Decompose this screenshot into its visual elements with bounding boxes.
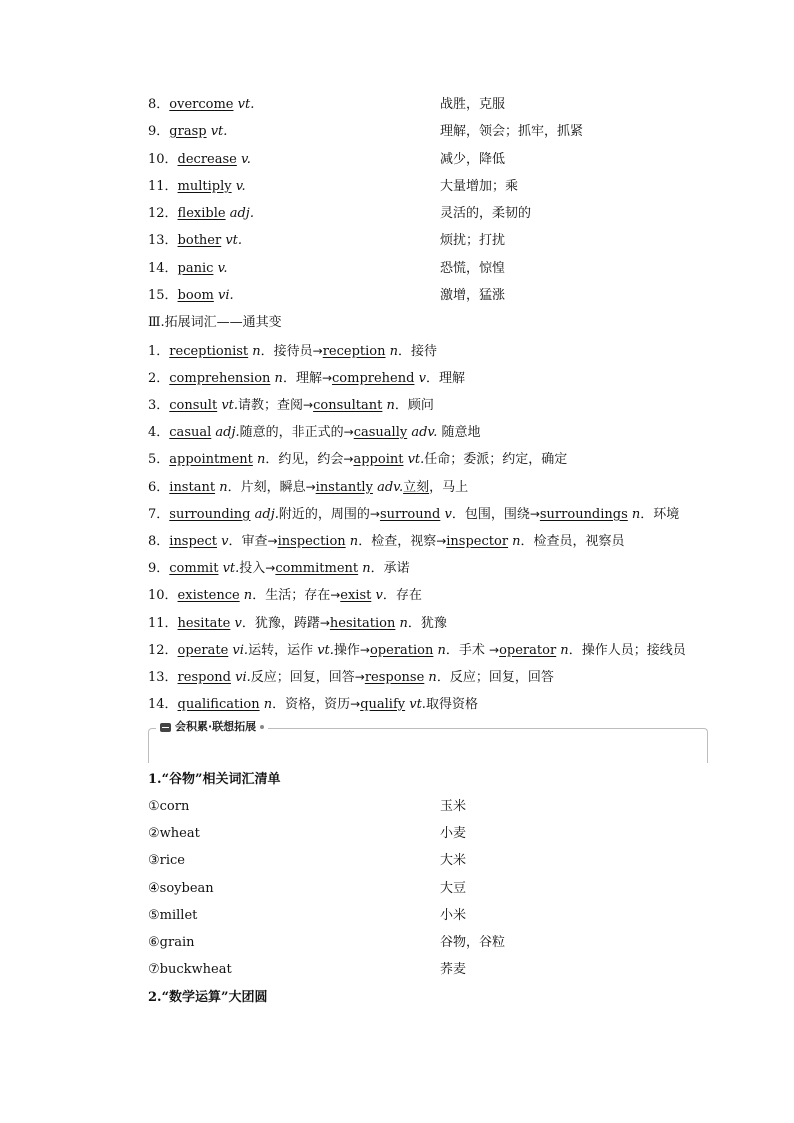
part-of-speech: vt. [217,398,239,413]
arrow-right-icon: → [489,643,500,657]
item-number: 5． [148,452,170,467]
part-of-speech: n [345,534,359,549]
extension-row [148,422,708,442]
vocab-row [148,122,708,142]
arrow-right-icon: → [369,507,380,521]
vocab-row [148,231,708,251]
vocab-word: instantly [315,480,373,495]
meaning-text: ．检查员，视察员 [520,534,625,549]
accumulation-box-header [156,718,268,736]
item-number: 14． [148,697,178,712]
meaning-text: 操作 [333,643,360,658]
part-of-speech: vt. [218,561,240,576]
item-number: 15． [148,288,178,303]
item-number: 11． [148,179,178,194]
extension-row [148,667,708,687]
vocab-word: reception [322,344,386,359]
meaning-text: ．接待 [398,344,438,359]
meaning-text: ．生活；存在 [252,588,331,603]
math-section-title: 2.“数学运算”大团圆 [148,990,268,1005]
meaning-text: ．片刻，瞬息 [227,480,306,495]
vocab-row [148,95,708,115]
extension-row [148,694,708,714]
vocab-word: commit [169,561,219,576]
grain-word: ③rice [148,853,186,868]
arrow-right-icon: → [267,534,278,548]
item-number: 10． [148,588,178,603]
part-of-speech: n [248,344,261,359]
part-of-speech: n [382,398,395,413]
extension-row [148,558,708,578]
meaning-text: 反应；回复，回答 [250,670,355,685]
vocab-word: inspector [446,534,509,549]
part-of-speech: n [395,616,408,631]
vocab-row [148,259,708,279]
meaning-text: 运转，运作 [248,643,318,658]
item-number: 7． [148,507,170,522]
grain-row [148,797,708,817]
vocab-row [148,177,708,197]
meaning-text: 投入 [239,561,266,576]
part-of-speech: vi. [230,670,251,685]
part-of-speech: n [424,670,437,685]
extension-row [148,585,708,605]
part-of-speech: v [371,588,383,603]
part-of-speech: adj. [250,507,279,522]
vocab-word: operate [177,643,229,658]
vocab-word: operation [369,643,434,658]
meaning-text: ．犹豫，踌躇 [241,616,320,631]
item-number: 6． [148,480,170,495]
vocab-word: inspect [169,534,218,549]
part-of-speech: n [215,480,228,495]
meaning-text: 取得资格 [425,697,478,712]
extension-row [148,368,708,388]
accumulation-box-title: 会积累·联想拓展 [175,720,257,733]
extension-row [148,477,708,497]
vocab-word: commitment [275,561,359,576]
part-of-speech: n [270,371,283,386]
part-of-speech: n [627,507,641,522]
grain-row [148,879,708,899]
extension-row [148,395,708,415]
arrow-right-icon: → [350,697,361,711]
meaning-text: 附近的，周围的 [278,507,370,522]
vocab-word: inspection [277,534,346,549]
vocab-word: hesitation [329,616,396,631]
vocab-word: boom [177,288,214,303]
meaning-text: ．接待员 [260,344,313,359]
vocab-meaning: 大量增加；乘 [440,179,519,194]
grain-word: ⑤millet [148,908,198,923]
dot-icon [260,725,264,729]
vocab-word: instant [169,480,216,495]
meaning-text: ．理解 [425,371,465,386]
arrow-right-icon: → [354,670,365,684]
vocab-word: multiply [177,179,232,194]
grain-word: ①corn [148,799,190,814]
vocab-word: operator [499,643,557,658]
vocab-word: consultant [313,398,383,413]
grain-row [148,906,708,926]
item-number: 12． [148,206,178,221]
item-number: 12． [148,643,178,658]
meaning-text: 请教；查阅 [238,398,304,413]
part-of-speech: v. [236,152,251,167]
vocab-word: overcome [169,97,234,112]
item-number: 9． [148,561,170,576]
vocab-word: surrounding [169,507,251,522]
grain-meaning: 大豆 [440,881,467,896]
arrow-right-icon: → [330,588,341,602]
meaning-text: 任命；委派；约定，确定 [424,452,568,467]
part-of-speech: n [358,561,371,576]
vocab-word: comprehend [332,371,415,386]
item-number: 13． [148,233,178,248]
item-number: 3． [148,398,170,413]
arrow-right-icon: → [305,480,316,494]
vocab-meaning: 战胜，克服 [440,97,506,112]
vocab-word: casual [169,425,212,440]
vocab-meaning: 理解，领会；抓牢，抓紧 [440,124,584,139]
vocab-word: grasp [169,124,207,139]
vocab-word: exist [340,588,372,603]
part-of-speech: n [556,643,569,658]
part-of-speech: v [217,534,229,549]
grain-meaning: 谷物，谷粒 [440,935,506,950]
meaning-text: ．理解 [282,371,322,386]
item-number: 9． [148,124,170,139]
meaning-text: ．反应；回复，回答 [436,670,554,685]
arrow-right-icon: → [319,616,330,630]
meaning-text: ．资格，资历 [272,697,351,712]
grain-row [148,851,708,871]
part-of-speech: vt. [405,697,426,712]
vocab-word: receptionist [169,344,249,359]
vocab-word: decrease [177,152,237,167]
meaning-text: ．审查 [228,534,268,549]
arrow-right-icon: → [529,507,540,521]
vocab-word: panic [177,261,214,276]
grain-word: ⑦buckwheat [148,962,232,977]
part-of-speech: adj. [211,425,240,440]
part-of-speech: vt. [221,233,243,248]
extension-row [148,449,708,469]
vocab-meaning: 激增，猛涨 [440,288,506,303]
item-number: 2． [148,371,170,386]
vocab-meaning: 烦扰；打扰 [440,233,506,248]
item-number: 13． [148,670,178,685]
part-of-speech: vt. [317,643,334,658]
extension-row [148,640,708,660]
vocab-word: hesitate [177,616,231,631]
vocab-word: existence [177,588,240,603]
vocab-meaning: 恐慌，惊惶 [440,261,506,276]
vocab-word: flexible [177,206,226,221]
part-of-speech: adj. [225,206,254,221]
item-number: 10． [148,152,178,167]
arrow-right-icon: → [312,344,323,358]
part-of-speech: v [440,507,452,522]
part-of-speech: adv. [407,425,438,440]
grain-meaning: 小麦 [440,826,467,841]
meaning-text: ．检查，视察 [358,534,437,549]
grain-meaning: 玉米 [440,799,467,814]
grain-word: ②wheat [148,826,200,841]
part-of-speech: vt. [403,452,425,467]
item-number: 4． [148,425,170,440]
vocab-word: surroundings [539,507,628,522]
part-of-speech: vt. [206,124,228,139]
meaning-text: ．环境 [640,507,680,522]
grain-word: ④soybean [148,881,214,896]
meaning-text: ．犹豫 [407,616,447,631]
part-of-speech: vi. [213,288,234,303]
vocab-word: appoint [353,452,404,467]
part-of-speech: vi. [228,643,249,658]
vocab-row [148,204,708,224]
grain-meaning: 小米 [440,908,467,923]
part-of-speech: v [414,371,426,386]
arrow-right-icon: → [343,452,354,466]
vocab-row [148,150,708,170]
meaning-text: ．顾问 [394,398,434,413]
meaning-text: 随意的，非正式的 [239,425,344,440]
part-of-speech: v. [231,179,246,194]
extension-row [148,504,708,524]
arrow-right-icon: → [359,643,370,657]
item-number: 1． [148,344,170,359]
arrow-right-icon: → [343,425,354,439]
extension-row [148,531,708,551]
grain-row [148,824,708,844]
grain-word: ⑥grain [148,935,195,950]
extension-row [148,613,708,633]
meaning-text: ．存在 [382,588,422,603]
part-of-speech: adv. [372,480,404,495]
arrow-right-icon: → [321,371,333,385]
part-of-speech: n [385,344,399,359]
part-of-speech: n [239,588,253,603]
meaning-text: ，马上 [429,480,469,495]
meaning-text: ．操作人员；接线员 [568,643,686,658]
notebook-icon [160,723,171,732]
part-of-speech: v. [213,261,228,276]
grain-row [148,933,708,953]
item-number: 14． [148,261,178,276]
item-number: 8． [148,97,170,112]
section-title: Ⅲ.拓展词汇——通其变 [148,315,282,330]
extension-row [148,341,708,361]
vocab-word: 立刻 [403,480,430,495]
arrow-right-icon: → [303,398,314,412]
part-of-speech: n [433,643,446,658]
grain-meaning: 大米 [440,853,467,868]
part-of-speech: v [230,616,242,631]
part-of-speech: n [508,534,521,549]
vocab-word: surround [379,507,441,522]
vocab-meaning: 灵活的，柔韧的 [440,206,532,221]
vocab-word: casually [353,425,408,440]
meaning-text: ．承诺 [370,561,410,576]
meaning-text: ．手术 [445,643,490,658]
meaning-text: 随意地 [437,425,481,440]
arrow-right-icon: → [436,534,447,548]
vocab-word: consult [169,398,218,413]
part-of-speech: n [252,452,266,467]
grain-list-title: 1.“谷物”相关词汇清单 [148,772,281,787]
vocab-word: appointment [169,452,253,467]
part-of-speech: n [259,697,273,712]
part-of-speech: vt. [233,97,255,112]
grain-meaning: 荞麦 [440,962,467,977]
grain-row [148,960,708,980]
item-number: 11． [148,616,178,631]
vocab-word: qualify [360,697,406,712]
vocab-row [148,286,708,306]
vocab-word: qualification [177,697,260,712]
vocab-word: comprehension [169,371,271,386]
vocab-word: bother [177,233,222,248]
item-number: 8． [148,534,170,549]
vocab-word: respond [177,670,231,685]
meaning-text: ．包围，围绕 [451,507,530,522]
arrow-right-icon: → [265,561,276,575]
vocab-word: response [364,670,425,685]
vocab-meaning: 减少，降低 [440,152,506,167]
meaning-text: ．约见，约会 [265,452,344,467]
